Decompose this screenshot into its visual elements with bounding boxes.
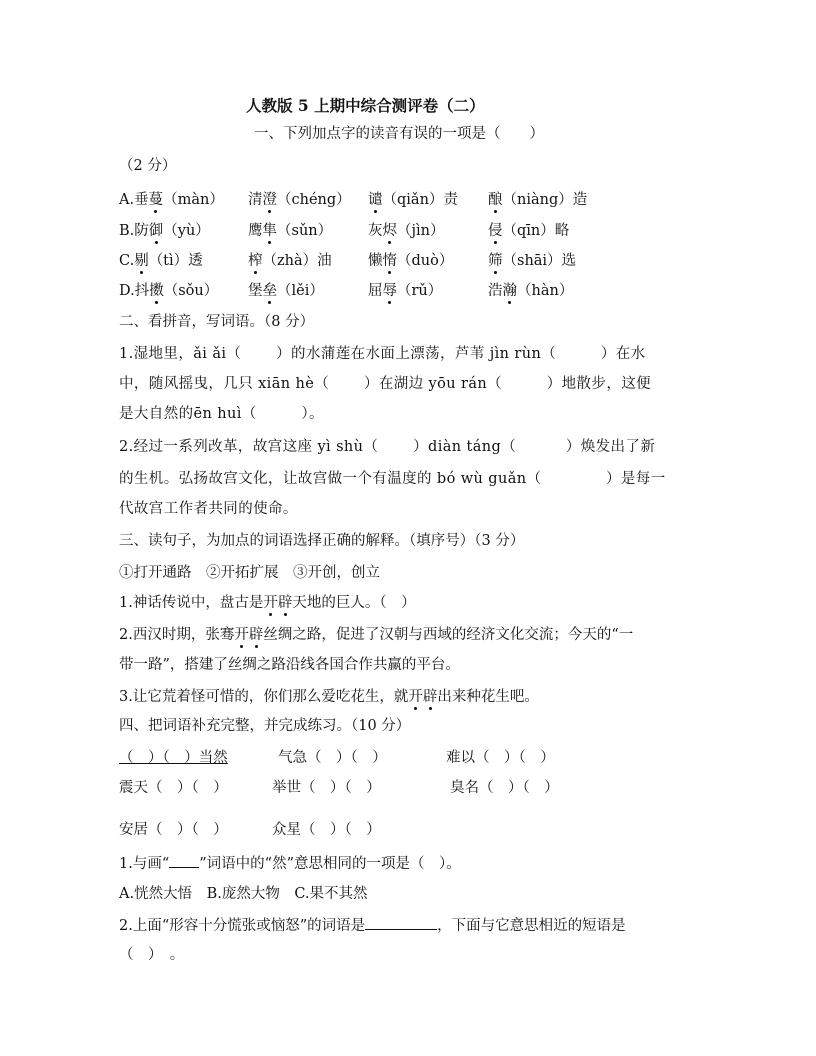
dotted-character: 筛	[488, 253, 503, 269]
q3-s3-post: 出来种花生吧。	[437, 689, 539, 705]
q4-sub2-pre: 2.上面“形容十分慌张或恼怒”的词语是	[119, 918, 366, 934]
q4-word-8: 众星（ ）（ ）	[272, 822, 381, 838]
option-pinyin: （niàng）造	[502, 192, 588, 208]
dotted-character: 酿	[488, 192, 503, 208]
q3-s3-pre: 3.让它荒着怪可惜的，你们那么爱吃花生，就	[119, 689, 409, 705]
dotted-character: 擞	[149, 283, 164, 299]
dotted-character: 蔓	[148, 192, 164, 208]
q2-p2-line2: 的生机。弘扬故宫文化，让故宫做一个有温度的 bó wù guǎn（ ）是每一	[119, 471, 666, 487]
q1-option-1-2	[248, 190, 351, 210]
dotted-character: 剔	[134, 253, 149, 269]
q3-s1-post: 天地的巨人。（ ）	[292, 595, 416, 611]
q4-sub1-post: ”词语中的“然”意思相同的一项是（ ）。	[199, 856, 461, 872]
q1-option-3-3	[368, 251, 453, 271]
q4-sub1-options: A.恍然大悟 B.庞然大物 C.果不其然	[119, 886, 368, 902]
option-pinyin: （shāi）选	[502, 253, 577, 269]
option-prefix: 清	[248, 192, 263, 208]
q1-option-2-1	[119, 221, 210, 241]
q3-s2-pre: 2.西汉时期，张骞	[119, 627, 235, 643]
option-pinyin: （qīn）略	[502, 223, 570, 239]
q1-option-4-1	[119, 281, 218, 301]
dotted-character: 烬	[382, 223, 397, 239]
option-pinyin: （rǔ）	[397, 283, 443, 299]
q3-s2-post: 丝绸之路，促进了汉朝与西域的经济文化交流；今天的“一	[263, 627, 634, 643]
q4-word-5: 举世（ ）（ ）	[272, 780, 381, 796]
option-prefix: B.防	[119, 223, 149, 239]
option-pinyin: （jìn）	[397, 223, 445, 239]
option-pinyin: （duò）	[397, 253, 454, 269]
q4-word-3: 难以（ ）（ ）	[446, 750, 555, 766]
q3-s1-dot-b: 辟	[277, 595, 293, 611]
dotted-character: 御	[148, 223, 164, 239]
q3-choices: ①打开通路 ②开拓扩展 ③开创，创立	[119, 565, 380, 581]
q2-p1-line1: 1.湿地里，ǎi ǎi（ ）的水蒲莲在水面上漂荡，芦苇 jìn rùn（ ）在水	[119, 346, 646, 362]
dotted-character: 谴	[368, 192, 383, 208]
q4-sub2-post: ，下面与它意思相近的短语是	[437, 918, 626, 934]
dotted-character: 澄	[262, 192, 277, 208]
option-pinyin: （lěi）	[277, 283, 324, 299]
option-pinyin: （màn）	[163, 192, 224, 208]
option-pinyin: （qiǎn）责	[382, 192, 458, 208]
option-pinyin: （sǔn）	[277, 223, 333, 239]
option-prefix: 鹰	[248, 223, 263, 239]
option-prefix: 屈	[368, 283, 383, 299]
q1-option-4-2	[248, 281, 324, 301]
q1-option-3-1	[119, 251, 203, 271]
q3-s1-pre: 1.神话传说中，盘古是	[119, 595, 264, 611]
q2-heading: 二、看拼音，写词语。（8 分）	[119, 314, 315, 330]
q1-option-4-3	[368, 281, 442, 301]
option-prefix: D.抖	[119, 283, 150, 299]
q3-sentence-3	[119, 687, 539, 707]
q3-s2-dot-b: 辟	[248, 627, 264, 643]
dotted-character: 辱	[382, 283, 397, 299]
q4-sub2-end: （ ） 。	[119, 947, 185, 963]
option-pinyin: （zhà）油	[262, 253, 332, 269]
q4-word-4: 震天（ ）（ ）	[119, 780, 228, 796]
q1-option-2-3	[368, 221, 444, 241]
q3-s2-dot-a: 开	[234, 627, 249, 643]
option-pinyin: （tì）透	[148, 253, 203, 269]
q1-option-2-4	[488, 221, 569, 241]
q4-sub-1	[119, 853, 461, 874]
q2-p1-line2: 中，随风摇曳，几只 xiān hè（ ）在湖边 yōu rán（ ）地散步，这便	[119, 376, 652, 392]
q4-sub1-blank[interactable]	[169, 853, 199, 868]
q4-sub-2	[119, 915, 626, 936]
q4-sub1-pre: 1.与画“	[119, 856, 170, 872]
q4-word-2: 气急（ ）（ ）	[278, 750, 387, 766]
option-prefix: 浩	[488, 283, 503, 299]
page-title: 人教版 5 上期中综合测评卷（二）	[246, 96, 485, 115]
q1-option-1-3	[368, 190, 458, 210]
q2-p2-line3: 代故宫工作者共同的使命。	[119, 501, 298, 517]
option-pinyin: （hàn）	[517, 283, 574, 299]
option-prefix: A.垂	[119, 192, 149, 208]
q4-heading: 四、把词语补充完整，并完成练习。（10 分）	[119, 718, 411, 734]
option-prefix: C.	[119, 253, 135, 269]
q2-p1-line3: 是大自然的ēn huì（ ）。	[119, 406, 324, 422]
q3-sentence-2a	[119, 625, 633, 645]
option-prefix: 堡	[248, 283, 263, 299]
q1-option-4-4	[488, 281, 573, 301]
q3-heading: 三、读句子，为加点的词语选择正确的解释。（填序号）（3 分）	[119, 533, 525, 549]
q1-option-1-4	[488, 190, 587, 210]
q3-s3-dot-b: 辟	[422, 689, 438, 705]
q3-s1-dot-a: 开	[263, 595, 278, 611]
dotted-character: 瀚	[502, 283, 517, 299]
q1-option-1-1	[119, 190, 224, 210]
option-prefix: 懒	[368, 253, 383, 269]
dotted-character: 垒	[262, 283, 277, 299]
q1-score: （2 分）	[119, 158, 177, 174]
q3-s3-dot-a: 开	[408, 689, 423, 705]
q1-option-3-2	[248, 251, 332, 271]
dotted-character: 惰	[382, 253, 397, 269]
dotted-character: 榨	[248, 253, 263, 269]
option-pinyin: （sǒu）	[163, 283, 219, 299]
q4-word-6: 臭名（ ）（ ）	[450, 780, 559, 796]
q2-p2-line1: 2.经过一系列改革，故宫这座 yì shù（ ）diàn táng（ ）焕发出了新	[119, 439, 656, 455]
dotted-character: 侵	[488, 223, 503, 239]
option-pinyin: （yù）	[163, 223, 210, 239]
q4-word-1: （ ）（ ）当然	[119, 750, 228, 766]
dotted-character: 隼	[262, 223, 277, 239]
q3-sentence-2b: 带一路”，搭建了丝绸之路沿线各国合作共赢的平台。	[119, 657, 460, 673]
q1-option-2-2	[248, 221, 332, 241]
q1-option-3-4	[488, 251, 576, 271]
q4-sub2-blank[interactable]	[365, 915, 437, 930]
option-pinyin: （chéng）	[277, 192, 351, 208]
q3-sentence-1	[119, 593, 416, 613]
q1-stem: 一、下列加点字的读音有误的一项是（ ）	[254, 126, 544, 142]
q4-word-7: 安居（ ）（ ）	[119, 822, 228, 838]
option-prefix: 灰	[368, 223, 383, 239]
